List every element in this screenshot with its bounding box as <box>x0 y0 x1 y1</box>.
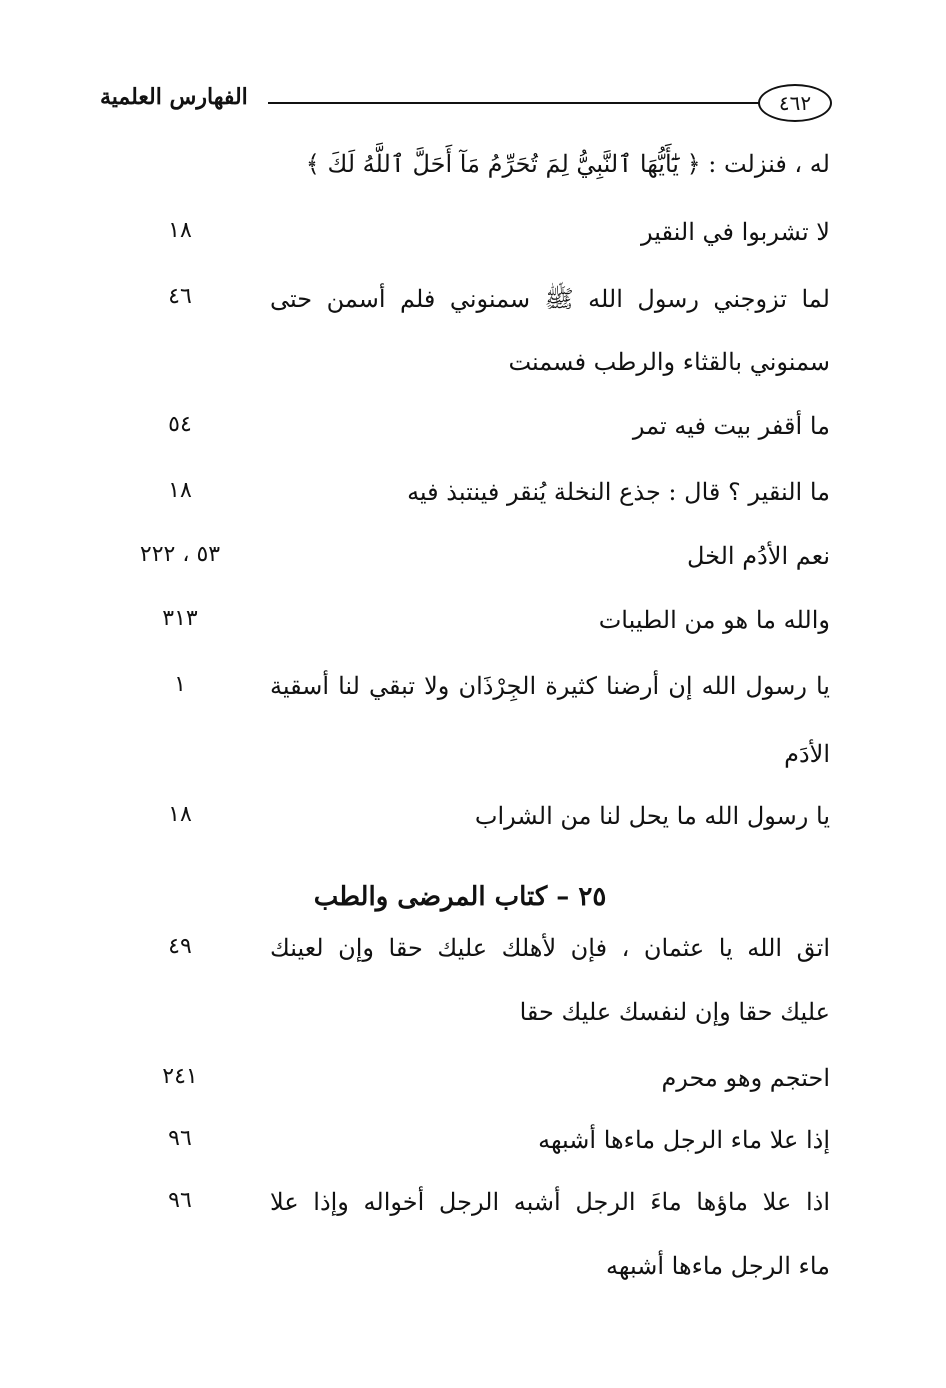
entry-text-continued: عليك حقا وإن لنفسك عليك حقا <box>519 998 830 1026</box>
entry-page-ref: ١٨ <box>168 218 192 243</box>
entry-text: يا رسول الله ما يحل لنا من الشراب <box>474 802 830 830</box>
page-header <box>90 78 860 128</box>
entry-text: ما أقفر بيت فيه تمر <box>632 412 830 440</box>
entry-text-continued: ماء الرجل ماءها أشبهه <box>606 1252 830 1280</box>
entry-text: اتق الله يا عثمان ، فإن لأهلك عليك حقا وإن لعينك <box>270 934 830 962</box>
entry-page-ref: ٥٤ <box>168 412 192 437</box>
entry-page-ref: ١٨ <box>168 478 192 503</box>
entry-page-ref: ٩٦ <box>168 1126 192 1151</box>
entry-text: إذا علا ماء الرجل ماءها أشبهه <box>538 1126 830 1154</box>
entry-text: والله ما هو من الطيبات <box>598 606 830 634</box>
entry-text: نعم الأدُم الخل <box>686 542 830 570</box>
entry-text: احتجم وهو محرم <box>661 1064 830 1092</box>
page-number-badge: ٤٦٢ <box>758 84 832 122</box>
entry-text: ما النقير ؟ قال : جذع النخلة يُنقر فينتبذ فيه <box>407 478 830 506</box>
section-heading: ٢٥ – كتاب المرضى والطب <box>313 882 607 912</box>
entry-page-ref: ١٨ <box>168 802 192 827</box>
entry-page-ref: ٤٩ <box>168 934 192 959</box>
entry-page-ref: ٥٣ ، ٢٢٢ <box>139 542 221 567</box>
entry-page-ref: ٢٤١ <box>162 1064 198 1089</box>
entry-text: لما تزوجني رسول الله ﷺ سمنوني فلم أسمن حتى <box>270 285 830 313</box>
entry-page-ref: ٤٦ <box>168 284 192 309</box>
running-title: الفهارس العلمية <box>100 84 248 110</box>
entry-text: يا رسول الله إن أرضنا كثيرة الجِرْذَان ولا تبقي لنا أسقية <box>270 672 830 700</box>
entry-text: لا تشربوا في النقير <box>641 218 830 246</box>
entry-text: اذا علا ماؤها ماءَ الرجل أشبه الرجل أخواله وإذا علا <box>270 1188 830 1216</box>
header-rule <box>268 102 818 104</box>
entry-text-continued: الأدَم <box>784 740 830 768</box>
entry-page-ref: ١ <box>174 672 186 697</box>
continuation-line: له ، فنزلت : ﴿ يَٰٓأَيُّهَا ٱلنَّبِيُّ لِمَ تُحَرِّمُ مَآ أَحَلَّ ٱللَّهُ لَكَ ﴾ <box>305 150 830 178</box>
entry-page-ref: ٩٦ <box>168 1188 192 1213</box>
entry-text-continued: سمنوني بالقثاء والرطب فسمنت <box>508 348 830 376</box>
entry-page-ref: ٣١٣ <box>162 606 198 631</box>
